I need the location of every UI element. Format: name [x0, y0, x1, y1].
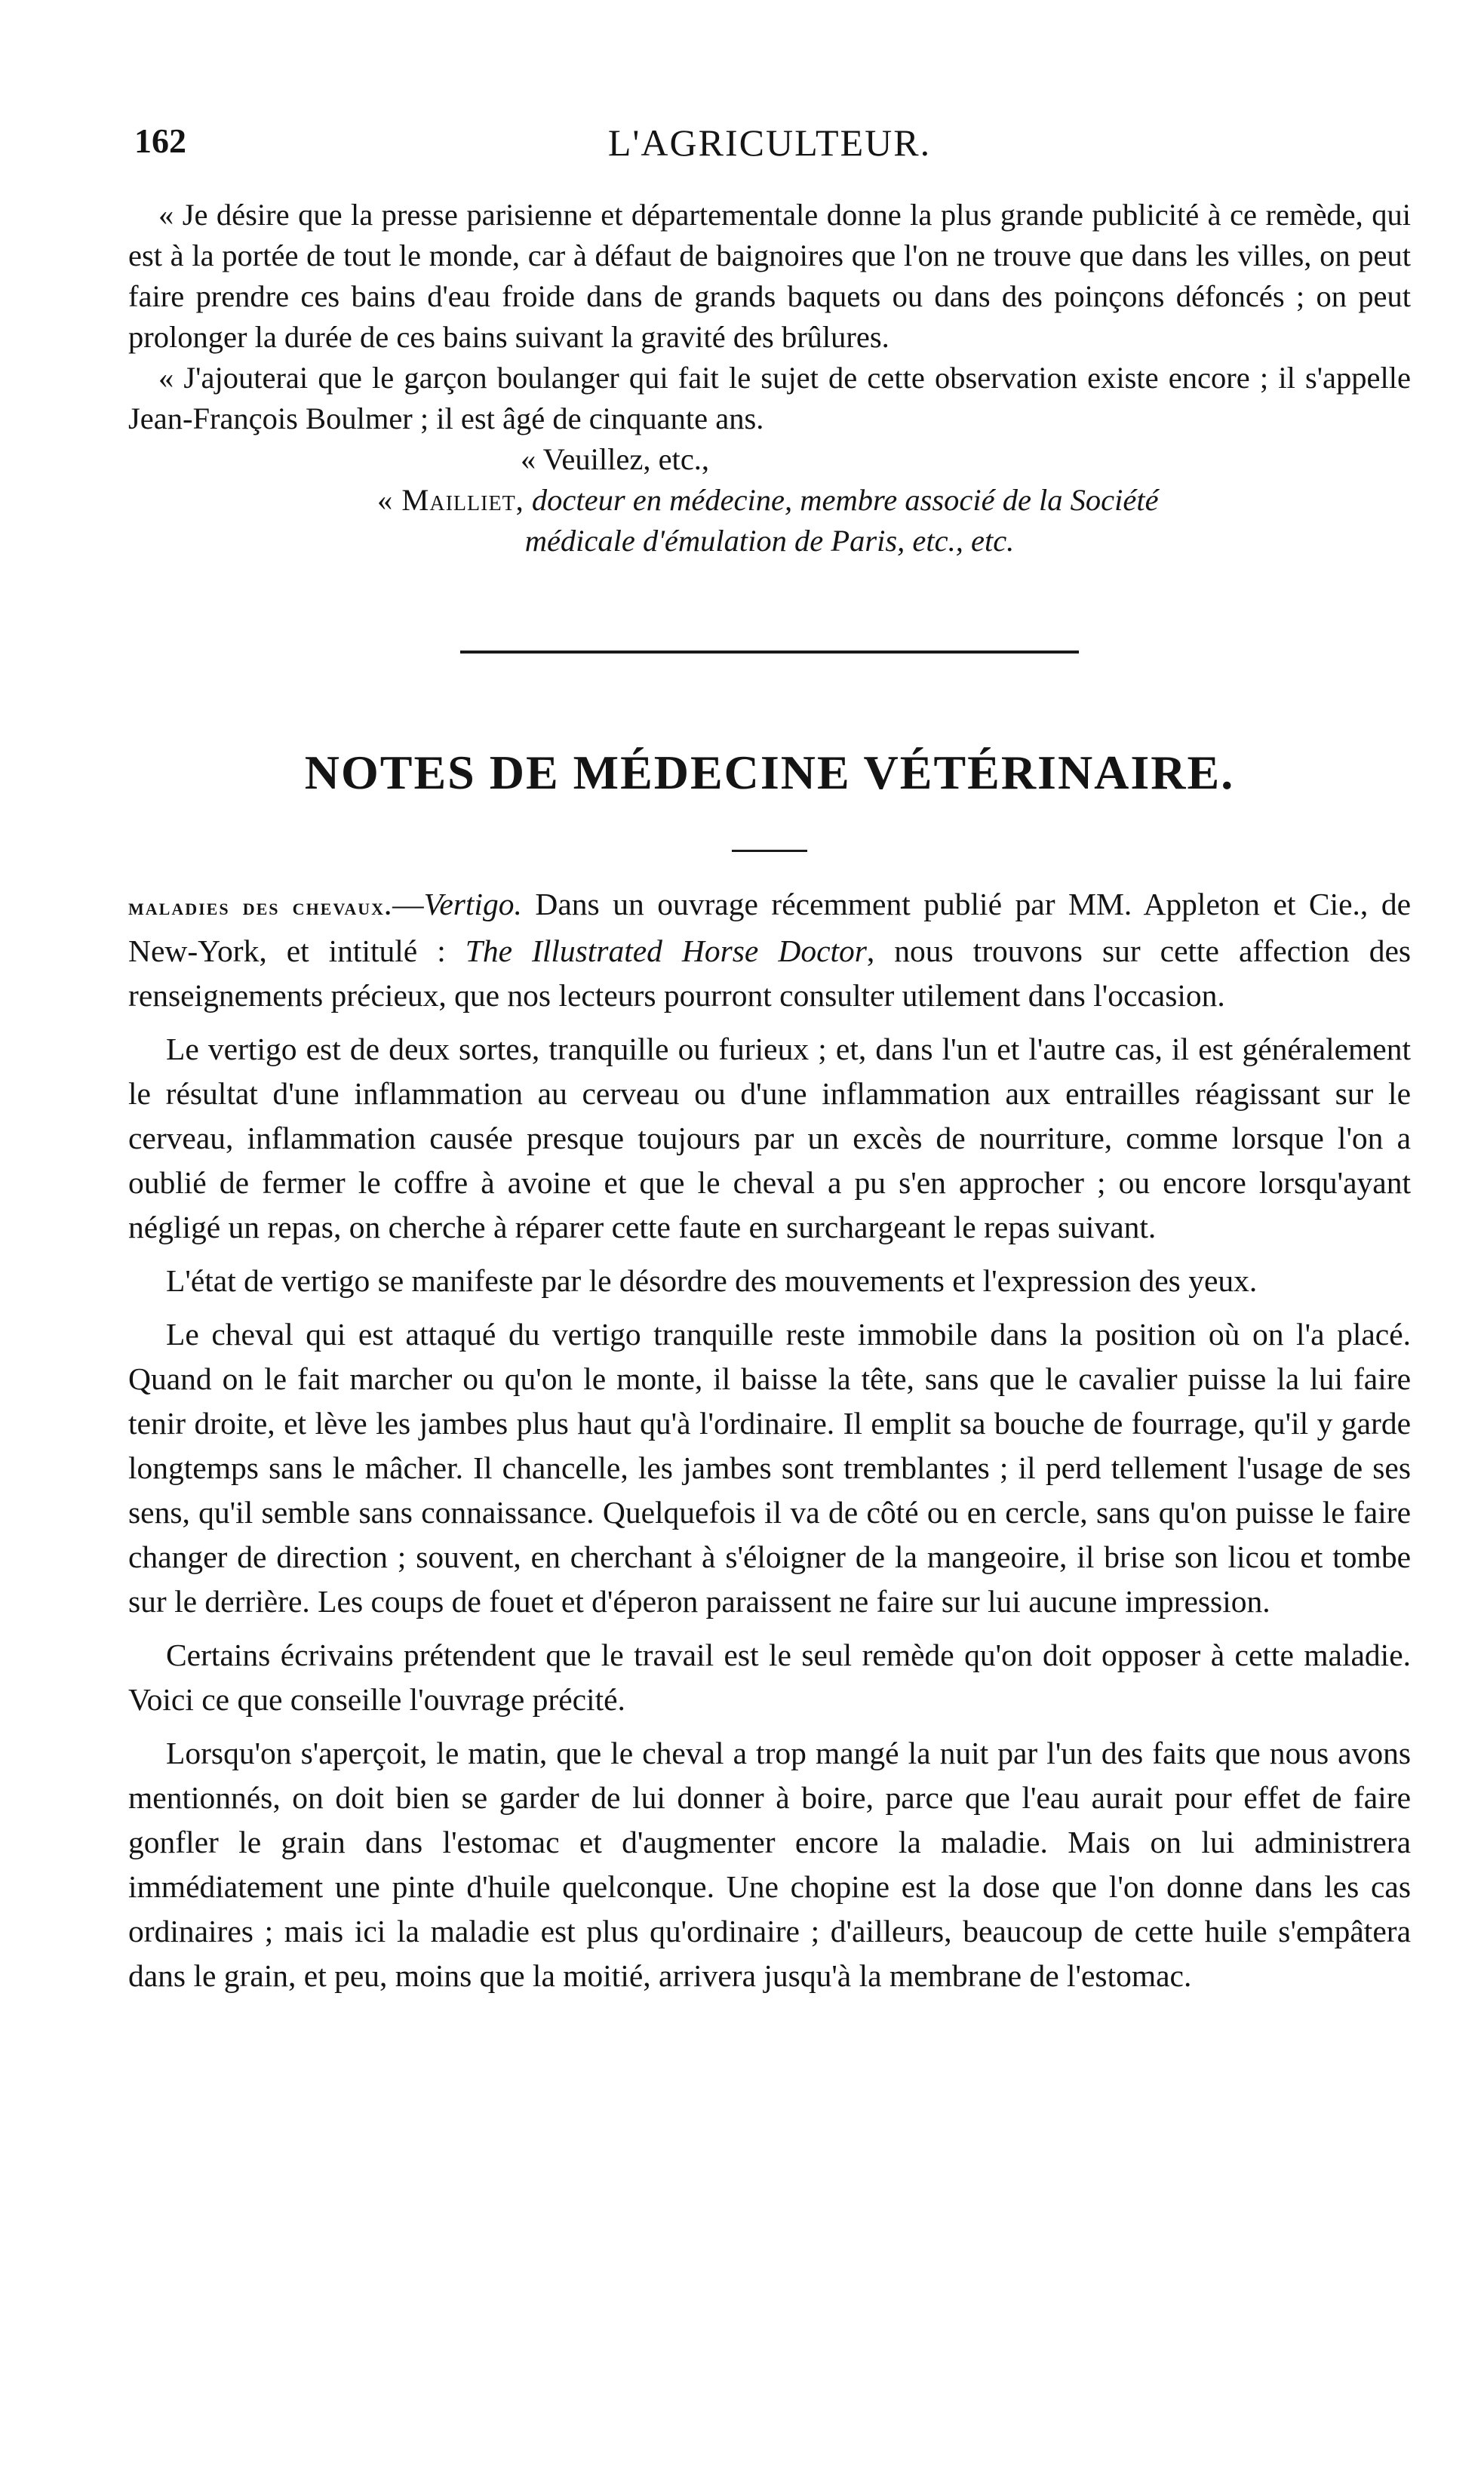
book-title: The Illustrated Horse Doctor [465, 933, 867, 968]
article-lead-dash: — [392, 887, 424, 921]
signature-title: docteur en médecine, membre associé de la Société [524, 483, 1159, 517]
article-lead-caps: maladies des chevaux. [128, 893, 393, 920]
letter-excerpt [128, 195, 1411, 561]
letter-signature-continued: médicale d'émulation de Paris, etc., etc. [524, 524, 1015, 558]
article-paragraph: Le vertigo est de deux sortes, tranquille ou furieux ; et, dans l'un et l'autre cas, il est généralement le résultat d'une inflammation au cerveau ou d'une inflammation aux entrailles réagissant sur le cerveau, inflammation causée presque toujours par un excès de nourriture, comme lorsque l'on a oublié de fermer le coffre à avoine et que le cheval a pu s'en approcher ; ou encore lorsqu'ayant négligé un repas, on cherche à réparer cette faute en surchargeant le repas suivant. [128, 1032, 1411, 1244]
title-rule [732, 850, 807, 852]
article-subject: Vertigo. [423, 887, 522, 921]
article-lead-text: Dans un ouvrage récemment publié par MM. Appleton et Cie., de New-York, et intitulé : [128, 887, 1412, 968]
letter-paragraph: « Je désire que la presse parisienne et départementale donne la plus grande publicité à ce remède, qui est à la portée de tout le monde, car à défaut de baignoires que l'on ne trouve que dans les villes, on peut faire prendre ces bains d'eau froide dans de grands baquets ou dans des poinçons défoncés ; on peut prolonger la durée de ces bains suivant la gravité des brûlures. [128, 198, 1411, 354]
article-lead-paragraph [128, 882, 1411, 1018]
article-paragraph: Le cheval qui est attaqué du vertigo tranquille reste immobile dans la position où on l'a placé. Quand on le fait marcher ou qu'on le monte, il baisse la tête, sans que le cavalier puisse la lui faire tenir droite, et lève les jambes plus haut qu'à l'ordinaire. Il emplit sa bouche de fourrage, qu'il y garde longtemps sans le mâcher. Il chancelle, les jambes sont tremblantes ; il perd tellement l'usage de ses sens, qu'il semble sans connaissance. Quelquefois il va de côté ou en cercle, sans qu'on puisse le faire changer de direction ; souvent, en cherchant à s'éloigner de la mangeoire, il brise son licou et tombe sur le derrière. Les coups de fouet et d'éperon paraissent ne faire sur lui aucune impression. [128, 1317, 1411, 1619]
letter-signature [128, 480, 1411, 521]
article-paragraph: Certains écrivains prétendent que le travail est le seul remède qu'on doit opposer à cette maladie. Voici ce que conseille l'ouvrage précité. [128, 1638, 1411, 1717]
page-header [128, 113, 1411, 181]
letter-paragraph: « J'ajouterai que le garçon boulanger qui fait le sujet de cette observation existe encore ; il s'appelle Jean-François Boulmer ; il est âgé de cinquante ans. [128, 361, 1411, 435]
article-paragraph: L'état de vertigo se manifeste par le désordre des mouvements et l'expression des yeux. [166, 1263, 1258, 1298]
running-title: L'AGRICULTEUR. [607, 121, 932, 164]
section-title: NOTES DE MÉDECINE VÉTÉRINAIRE. [304, 746, 1235, 799]
article-body [128, 882, 1411, 1998]
book-page [128, 113, 1411, 2007]
signature-name: « Mailliet, [377, 483, 524, 517]
letter-closing: « Veuillez, etc., [521, 442, 710, 476]
article-paragraph: Lorsqu'on s'aperçoit, le matin, que le cheval a trop mangé la nuit par l'un des faits que nous avons mentionnés, on doit bien se garder de lui donner à boire, parce que l'eau aurait pour effet de faire gonfler le grain dans l'estomac et d'augmenter encore la maladie. Mais on lui administrera immédiatement une pinte d'huile quelconque. Une chopine est la dose que l'on donne dans les cas ordinaires ; mais ici la maladie est plus qu'ordinaire ; d'ailleurs, beaucoup de cette huile s'empâtera dans le grain, et peu, moins que la moitié, arrivera jusqu'à la membrane de l'estomac. [128, 1736, 1411, 1993]
section-divider [460, 651, 1079, 654]
article-lead-text-2: , nous trouvons sur cette affection des renseignements précieux, que nos lecteurs pourront consulter utilement dans l'occasion. [128, 933, 1412, 1013]
page-number: 162 [134, 121, 186, 160]
